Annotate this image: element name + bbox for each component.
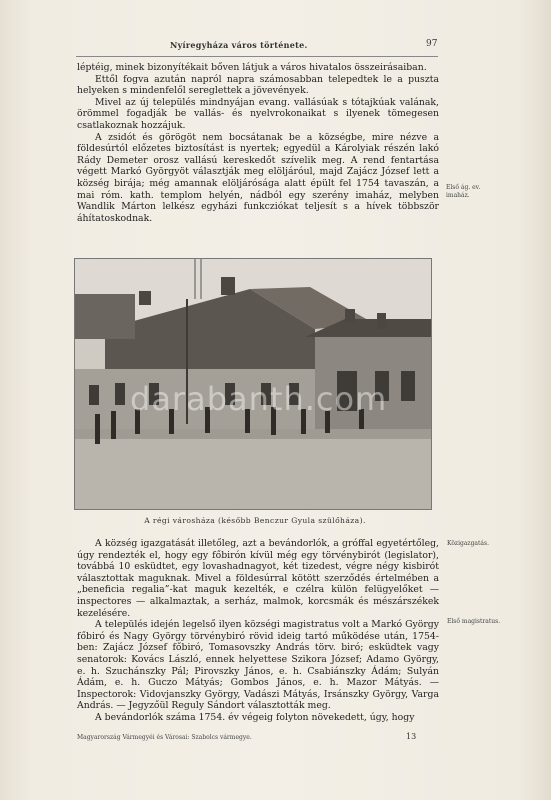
bottom-text-block — [77, 538, 439, 724]
paragraph: Ettől fogva azután napról napra számosabban telepedtek le a puszta helyeken s mindenfelől sereglettek a jövevények. — [77, 73, 439, 97]
town-hall-photo-illustration — [75, 259, 431, 509]
paragraph: A község igazgatását illetőleg, azt a bevándorlók, a gróffal egyetértőleg, úgy rendezték el, hogy egy főbirón kívül még egy törvénybirót (legislator), továbbá 10 esküdtet, egy lovashadnagyot, két tizedest, végre négy kisbirót választottak maguknak. Mivel a földesúrral kötött szerződés értelmében a „beneficia regalia”-kat maguk kezelték, e czélra külön felügyelőket — inspectores — alkalmaztak, a serház, malmok, korcsmák és mészárszékek kezelésére. — [77, 538, 439, 619]
watermark: darabanth.com — [130, 380, 388, 418]
photo-old-town-hall — [74, 258, 432, 510]
running-title: Nyíregyháza város története. — [170, 40, 308, 50]
margin-note-magistratus: Első magistratus. — [447, 618, 501, 625]
publication-title: Magyarország Vármegyéi és Városai: Szabolcs vármegye. — [77, 734, 252, 741]
margin-note-kozigazgatas: Közigazgatás. — [447, 540, 489, 547]
paragraph: léptéig, minek bizonyítékait bőven látjuk a város hivatalos összeirásaiban. — [77, 62, 427, 73]
paragraph: A település idején legelső ilyen községi magistratus volt a Markó György főbiró és Nagy György törvénybiró rövid ideig tartó működése után, 1754-ben: Zajácz József főbiró, Tomasovszky András törv. biró; esküdtek vagy senatorok: Kovács László, ennek helyettese Szikora József; Adamo György, e. h. Szuchánszky Pál; Pirovszky János, e. h. Csabiánszky Ádám; Sulyán Ádám, e. h. Guczo Mátyás; Gombos János, e. h. Mazor Mátyás. — Inspectorok: Vidovjanszky György, Vadászi Mátyás, Irsánszky György, Varga András. — Jegyzőül Reguly Sándort választották meg. — [77, 619, 439, 712]
margin-note-imahaz: Első ág. ev. imaház. — [446, 184, 481, 199]
paragraph: Mivel az új település mindnyájan evang. vallásúak s tótajkúak valának, örömmel fogadják be vallás- és nyelvrokonaikat s ilyenek tömegesen csatlakoznak hozzájuk. — [77, 96, 439, 131]
page-number: 97 — [426, 39, 438, 49]
page-footer — [77, 734, 439, 746]
paragraph: A bevándorlók száma 1754. év végeig folyton növekedett, úgy, hogy — [95, 711, 415, 723]
header-rule — [76, 56, 438, 57]
page-header — [0, 40, 551, 54]
signature-number: 13 — [406, 732, 417, 741]
photo-caption: A régi városháza (később Benczur Gyula szülőháza). — [144, 516, 366, 525]
paragraph: A zsidót és görögöt nem bocsátanak be a községbe, mire nézve a földesúrtól előzetes biztosítást is nyertek; egyedül a Károlyiak részén lakó Rády Demeter orosz vallású kereskedőt szívelik meg. A rend fentartása végett Markó Györgyöt választják meg elöljáróul, majd Zajácz József lett a község birája; még amannak elöljárósága alatt épült fel 1754 tavaszán, a mai róm. kath. templom helyén, nádból egy szerény imaház, melyben Wandlik Márton lelkész egyházi funkcziókat teljesít s a hívek többször áhítatoskodnak. — [77, 131, 439, 224]
top-text-block — [77, 62, 439, 224]
